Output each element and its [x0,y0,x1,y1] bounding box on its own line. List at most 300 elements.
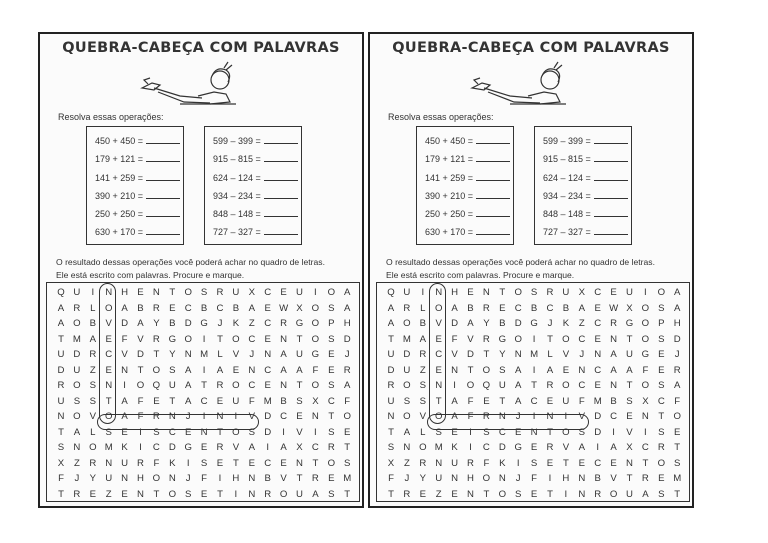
grid-letter: K [232,318,240,329]
grid-letter: C [216,302,224,314]
grid-letter: K [562,318,570,329]
grid-letter: G [641,349,650,360]
grid-letter: T [153,488,160,500]
grid-letter: S [89,380,96,391]
grid-letter: G [311,349,320,360]
grid-letter: T [58,488,64,500]
grid-letter: R [482,411,490,422]
result-line-2: Ele está escrito com palavras. Procure e marque. [56,269,245,280]
grid-letter: E [514,426,522,438]
grid-letter: R [216,287,224,298]
grid-letter: N [200,426,208,438]
grid-letter: Y [483,318,490,329]
grid-letter: A [57,302,65,314]
operation: 450 + 450 = [425,132,513,150]
grid-letter: Q [152,380,161,391]
grid-letter: N [641,411,649,422]
grid-letter: V [121,349,128,360]
grid-letter: M [530,349,539,360]
grid-letter: L [217,349,223,360]
grid-letter: K [121,442,128,453]
grid-letter: T [169,287,176,298]
operation: 915 – 815 = [543,150,631,168]
grid-letter: R [467,457,474,469]
grid-letter: S [200,287,208,298]
grid-letter: X [578,287,585,298]
grid-letter: I [548,473,552,484]
grid-letter: T [626,333,633,345]
grid-letter: X [312,395,319,407]
grid-letter: P [328,318,335,329]
grid-letter: N [248,488,256,500]
grid-letter: E [530,488,538,500]
grid-letter: F [642,364,649,376]
grid-letter: T [217,426,223,438]
grid-letter: D [387,364,395,376]
grid-letter: R [73,302,81,314]
grid-letter: O [311,302,320,314]
grid-letter: C [641,442,649,453]
result-instructions [386,256,688,281]
grid-letter: O [311,380,320,391]
grid-letter: U [296,287,303,298]
grid-letter: O [641,380,650,391]
grid-letter: U [562,395,570,407]
grid-letter: N [482,287,490,298]
grid-letter: V [419,411,426,422]
grid-letter: A [578,302,585,314]
grid-letter: V [105,318,112,329]
operations-box-right [204,126,302,245]
grid-letter: N [451,473,459,484]
grid-letter: O [482,364,491,376]
grid-letter: V [280,473,287,484]
grid-letter: D [121,318,129,329]
grid-letter: I [421,287,425,298]
operation: 624 – 124 = [543,169,631,187]
grid-letter: W [279,302,289,314]
instruction-text: Resolva essas operações: [58,112,164,122]
grid-letter: F [137,395,144,407]
grid-letter: O [562,426,570,438]
grid-letter: A [673,302,681,314]
grid-letter: S [73,395,81,407]
grid-letter: I [644,287,647,298]
operation: 915 – 815 = [213,150,301,168]
grid-letter: T [547,426,553,438]
result-line-1: O resultado dessas operações você poderá achar no quadro de letras. [386,257,655,267]
grid-letter: U [105,473,113,484]
grid-letter: X [248,287,255,298]
grid-letter: R [152,333,160,345]
grid-letter: D [264,426,272,438]
grid-letter: H [451,287,459,298]
grid-letter: N [248,473,256,484]
grid-letter: S [153,426,160,438]
grid-letter: J [344,349,350,360]
grid-letter: T [296,333,303,345]
grid-letter: A [451,302,458,314]
grid-letter: A [184,395,192,407]
grid-letter: T [658,411,665,422]
grid-letter: A [57,318,65,329]
grid-letter: N [121,473,129,484]
grid-letter: T [626,473,633,484]
grid-letter: D [594,411,602,422]
grid-letter: R [419,457,427,469]
grid-letter: C [264,318,272,329]
operation: 141 + 259 = [95,169,183,187]
grid-letter: A [343,302,351,314]
grid-letter: C [184,302,192,314]
grid-letter: N [610,380,618,391]
grid-letter: O [104,411,113,422]
grid-letter: O [232,333,240,345]
grid-letter: I [234,488,238,500]
grid-letter: O [89,442,97,453]
grid-letter: A [312,488,319,500]
grid-letter: N [387,411,395,422]
grid-letter: T [467,364,474,376]
grid-letter: T [328,411,335,422]
grid-letter: N [626,457,633,469]
grid-letter: F [388,473,394,484]
grid-letter: N [578,364,586,376]
grid-letter: A [280,364,287,376]
grid-letter: A [451,411,458,422]
operation: 727 – 327 = [543,223,631,241]
grid-letter: N [137,488,144,500]
grid-letter: X [296,302,303,314]
grid-letter: T [388,333,394,345]
grid-letter: R [419,349,427,360]
grid-letter: R [327,442,335,453]
grid-letter: S [658,302,665,314]
grid-letter: N [546,411,554,422]
grid-letter: T [562,457,569,469]
grid-letter: S [658,426,665,438]
grid-letter: S [673,457,681,469]
grid-letter: J [515,473,521,484]
grid-letter: R [387,380,395,391]
grid-letter: M [434,442,443,453]
grid-letter: O [498,488,507,500]
grid-letter: W [609,302,619,314]
grid-letter: L [420,426,426,438]
grid-letter: C [610,411,618,422]
grid-letter: K [499,457,506,469]
grid-letter: F [344,395,351,407]
grid-letter: F [578,395,585,407]
grid-letter: A [248,442,255,453]
grid-letter: N [264,349,272,360]
grid-letter: D [73,349,81,360]
grid-letter: R [311,473,319,484]
grid-letter: I [564,488,568,500]
grid-letter: S [248,426,255,438]
grid-letter: A [514,380,522,391]
operations-box-right [534,126,632,245]
operation: 599 – 399 = [543,132,631,150]
grid-letter: V [232,349,240,360]
operation: 390 + 210 = [95,187,183,205]
grid-letter: E [280,287,287,298]
grid-letter: I [314,287,317,298]
grid-letter: S [658,380,665,391]
grid-letter: D [451,318,459,329]
grid-letter: E [626,411,633,422]
grid-letter: I [532,333,536,345]
grid-letter: T [531,380,538,391]
grid-letter: E [264,333,271,345]
grid-letter: R [89,457,97,469]
grid-letter: N [435,380,443,391]
grid-letter: C [482,442,490,453]
grid-letter: I [186,457,190,469]
grid-letter: B [137,302,144,314]
grid-letter: S [296,395,303,407]
grid-letter: R [657,442,665,453]
grid-letter: S [328,426,335,438]
grid-letter: B [594,473,601,484]
grid-letter: U [626,287,633,298]
grid-letter: R [280,318,288,329]
grid-letter: V [435,318,442,329]
grid-letter: E [435,364,442,376]
grid-letter: F [674,395,681,407]
grid-letter: C [578,333,586,345]
grid-letter: R [673,364,681,376]
grid-letter: I [596,442,600,453]
grid-letter: R [57,380,65,391]
grid-letter: S [419,395,426,407]
grid-letter: X [57,457,65,469]
grid-letter: R [152,302,160,314]
grid-letter: T [499,287,506,298]
grid-letter: A [403,426,411,438]
grid-letter: A [387,302,395,314]
grid-letter: H [467,473,474,484]
grid-letter: R [152,411,160,422]
grid-letter: R [482,333,490,345]
grid-letter: S [435,426,442,438]
grid-letter: C [248,333,256,345]
grid-letter: G [184,442,192,453]
grid-letter: U [562,287,570,298]
grid-letter: O [434,302,443,314]
grid-letter: R [216,442,224,453]
grid-letter: A [610,442,617,453]
grid-letter: I [282,426,285,438]
grid-letter: O [419,442,427,453]
grid-letter: X [642,395,649,407]
grid-letter: R [546,380,554,391]
grid-letter: I [202,411,206,422]
grid-letter: T [388,426,394,438]
grid-letter: C [657,395,665,407]
grid-letter: E [594,380,601,391]
grid-letter: A [137,318,144,329]
grid-letter: B [610,395,617,407]
grid-letter: A [642,488,649,500]
girl-lying-illustration [470,58,574,108]
grid-letter: O [673,411,681,422]
grid-letter: A [514,364,522,376]
grid-letter: E [121,426,128,438]
grid-letter: C [546,302,554,314]
grid-letter: Y [153,318,160,329]
grid-letter: O [514,333,522,345]
grid-letter: O [609,488,618,500]
grid-letter: E [451,426,458,438]
grid-letter: J [249,349,255,360]
grid-letter: A [280,442,287,453]
grid-letter: A [248,302,255,314]
grid-letter: O [657,287,666,298]
grid-letter: U [57,349,65,360]
operation: 934 – 234 = [213,187,301,205]
grid-letter: E [184,426,192,438]
grid-letter: A [121,302,128,314]
grid-letter: L [90,426,96,438]
grid-letter: A [216,364,224,376]
grid-letter: L [547,349,553,360]
grid-letter: N [105,457,113,469]
grid-letter: O [327,457,336,469]
grid-letter: I [202,333,206,345]
grid-letter: C [311,442,319,453]
grid-letter: E [546,395,554,407]
grid-letter: N [311,411,319,422]
grid-letter: U [403,364,411,376]
grid-letter: J [674,349,680,360]
grid-letter: I [453,380,456,391]
grid-letter: I [564,411,568,422]
grid-letter: S [89,395,96,407]
grid-letter: U [296,349,303,360]
grid-letter: F [312,364,319,376]
grid-letter: I [202,364,206,376]
grid-letter: E [594,333,601,345]
grid-letter: S [530,457,538,469]
grid-letter: O [104,302,113,314]
grid-letter: S [658,488,665,500]
grid-letter: T [435,395,442,407]
operation: 934 – 234 = [543,187,631,205]
grid-letter: C [248,380,256,391]
grid-letter: G [514,442,522,453]
grid-letter: I [218,473,222,484]
grid-letter: U [296,488,303,500]
grid-letter: O [403,380,411,391]
grid-letter: J [185,411,191,422]
grid-letter: Z [89,364,96,376]
grid-letter: F [153,457,160,469]
grid-letter: N [57,411,65,422]
grid-letter: A [73,426,81,438]
grid-letter: V [248,411,255,422]
grid-letter: X [296,442,303,453]
grid-letter: U [121,457,129,469]
grid-letter: O [232,380,240,391]
grid-letter: F [467,395,474,407]
grid-letter: A [89,333,96,345]
grid-letter: C [200,395,208,407]
grid-letter: R [610,318,618,329]
operation: 250 + 250 = [425,205,513,223]
grid-letter: R [137,457,144,469]
grid-letter: R [641,473,649,484]
grid-letter: C [530,395,538,407]
grid-letter: Z [578,318,585,329]
grid-letter: E [264,380,271,391]
grid-letter: F [137,411,144,422]
grid-letter: S [169,364,176,376]
grid-letter: R [546,287,554,298]
worksheet-title: QUEBRA-CABEÇA COM PALAVRAS [62,40,340,56]
grid-letter: J [579,349,585,360]
operation: 848 – 148 = [543,205,631,223]
grid-letter: X [387,457,395,469]
grid-letter: V [578,411,585,422]
grid-letter: U [232,287,240,298]
grid-letter: O [343,411,351,422]
grid-letter: M [343,473,352,484]
grid-letter: O [514,287,522,298]
grid-letter: U [403,287,411,298]
grid-letter: N [578,488,586,500]
grid-letter: T [296,473,303,484]
grid-letter: B [200,302,208,314]
grid-letter: E [328,349,335,360]
grid-letter: B [264,473,271,484]
grid-letter: C [578,380,586,391]
grid-letter: E [610,457,617,469]
grid-letter: E [658,349,665,360]
grid-letter: S [626,395,633,407]
grid-letter: O [403,318,411,329]
grid-letter: U [168,380,176,391]
grid-letter: D [168,442,176,453]
operation: 630 + 170 = [95,223,183,241]
grid-letter: E [499,302,506,314]
grid-letter: V [626,426,633,438]
operation: 179 + 121 = [95,150,183,168]
grid-letter: N [610,333,618,345]
grid-letter: I [469,442,472,453]
grid-letter: U [387,395,395,407]
grid-letter: E [105,333,112,345]
grid-letter: N [184,349,192,360]
grid-letter: Q [387,287,395,298]
grid-letter: V [296,426,303,438]
grid-letter: L [90,302,96,314]
grid-letter: R [73,488,81,500]
grid-letter: T [296,380,303,391]
grid-letter: R [482,302,490,314]
grid-letter: N [498,473,506,484]
grid-letter: V [137,333,144,345]
grid-letter: M [402,333,411,345]
grid-letter: A [121,411,128,422]
grid-letter: S [387,442,395,453]
word-search-grid [376,282,690,502]
grid-letter: D [594,426,602,438]
grid-letter: O [641,302,650,314]
grid-letter: R [264,488,272,500]
operation: 630 + 170 = [425,223,513,241]
grid-letter: T [674,442,681,453]
